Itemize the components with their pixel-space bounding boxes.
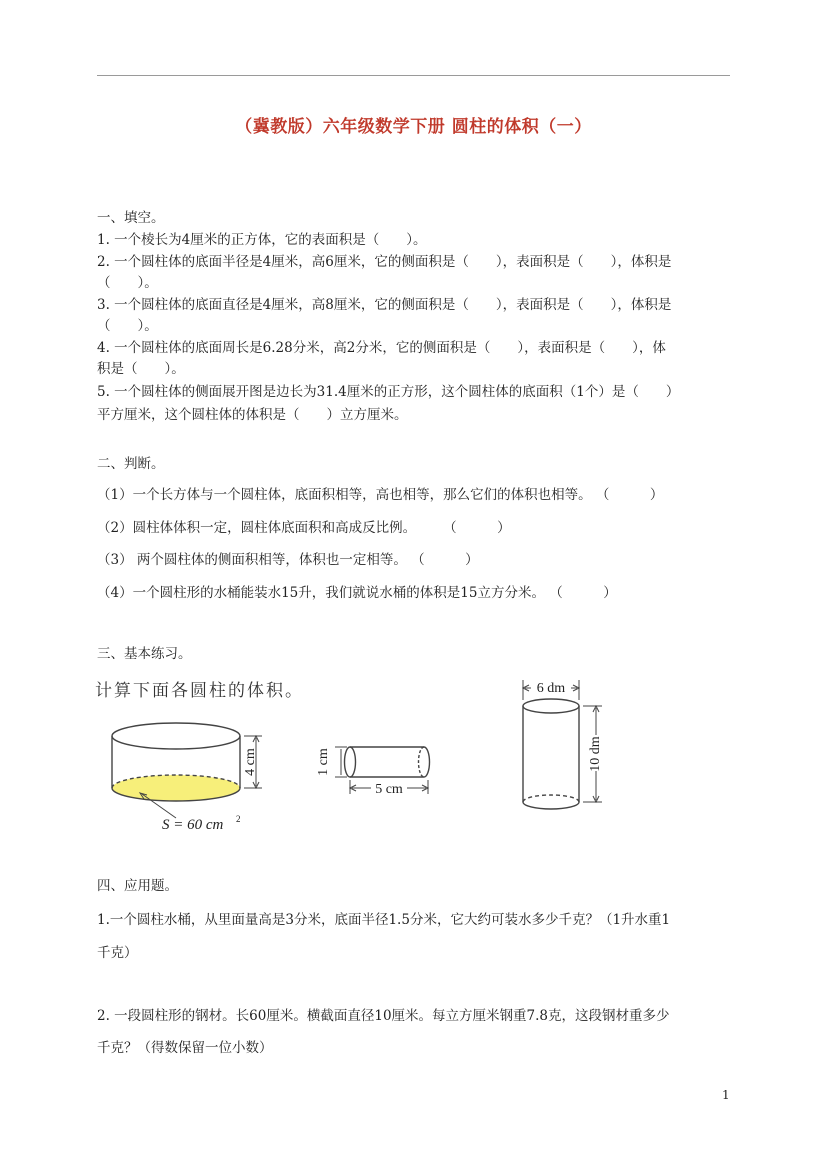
section-4-heading: 四、应用题。 <box>97 878 178 894</box>
cylinder-1 <box>112 723 262 818</box>
question-1-1: 1. 一个棱长为4厘米的正方体，它的表面积是（ ）。 <box>97 232 427 248</box>
question-1-5-line2: 平方厘米，这个圆柱体的体积是（ ）立方厘米。 <box>97 407 408 423</box>
problem-1-line1: 1.一个圆柱水桶，从里面量高是3分米，底面半径1.5分米，它大约可装水多少千克？（1升水重1 <box>97 912 671 928</box>
problem-2-line1: 2. 一段圆柱形的钢材。长60厘米。横截面直径10厘米。每立方厘米钢重7.8克，这段钢材重多少 <box>97 1008 670 1024</box>
problem-2-line2: 千克？（得数保留一位小数） <box>97 1040 273 1056</box>
question-1-5-line1: 5. 一个圆柱体的侧面展开图是边长为31.4厘米的正方形，这个圆柱体的底面积（1个）是（ ） <box>97 384 680 400</box>
question-1-3-line1: 3. 一个圆柱体的底面直径是4厘米，高8厘米，它的侧面积是（ ），表面积是（ ），体积是 <box>97 297 672 313</box>
cylinder-3-diameter-label: 6 dm <box>536 681 566 696</box>
cylinder-1-area-superscript: 2 <box>236 814 241 824</box>
cylinder-2-right-end-front <box>424 747 430 777</box>
cylinder-3-base-front <box>523 802 579 809</box>
cylinder-2-right-end-back <box>419 747 425 777</box>
question-1-2-line1: 2. 一个圆柱体的底面半径是4厘米，高6厘米，它的侧面积是（ ），表面积是（ ），体积是 <box>97 254 672 270</box>
question-1-4-line1: 4. 一个圆柱体的底面周长是6.28分米，高2分米，它的侧面积是（ ），表面积是（ ），体 <box>97 340 666 356</box>
section-1-heading: 一、填空。 <box>97 210 165 226</box>
page-number: 1 <box>722 1088 730 1102</box>
cylinder-3-base-back <box>523 795 579 802</box>
judge-2: （2）圆柱体体积一定，圆柱体底面积和高成反比例。 （ ） <box>97 520 511 536</box>
judge-1: （1）一个长方体与一个圆柱体，底面积相等，高也相等，那么它们的体积也相等。 （ ） <box>97 487 664 503</box>
cylinder-1-area-label: S = 60 cm <box>162 817 224 833</box>
judge-4: （4）一个圆柱形的水桶能装水15升，我们就说水桶的体积是15立方分米。 （ ） <box>97 585 617 601</box>
cylinder-2-length-label: 5 cm <box>375 782 403 797</box>
question-1-3-line2: （ ）。 <box>97 318 158 334</box>
cylinder-1-top <box>112 723 240 749</box>
problem-1-line2: 千克） <box>97 945 138 961</box>
question-1-2-line2: （ ）。 <box>97 275 158 291</box>
page-title: （冀教版）六年级数学下册 圆柱的体积（一） <box>235 117 592 137</box>
cylinder-3-height-label: 10 dm <box>588 736 603 772</box>
question-1-4-line2: 积是（ ）。 <box>97 361 185 377</box>
cylinder-2-left-end <box>345 747 356 777</box>
cylinder-1-height-label: 4 cm <box>243 748 258 776</box>
judge-3: （3） 两个圆柱体的侧面积相等，体积也一定相等。 （ ） <box>97 552 479 568</box>
cylinder-3-top <box>523 699 579 713</box>
section-3-heading: 三、基本练习。 <box>97 646 192 662</box>
section-2-heading: 二、判断。 <box>97 456 165 472</box>
cylinder-2-diameter-label: 1 cm <box>316 748 331 776</box>
figure-instruction: 计算下面各圆柱的体积。 <box>95 681 304 701</box>
